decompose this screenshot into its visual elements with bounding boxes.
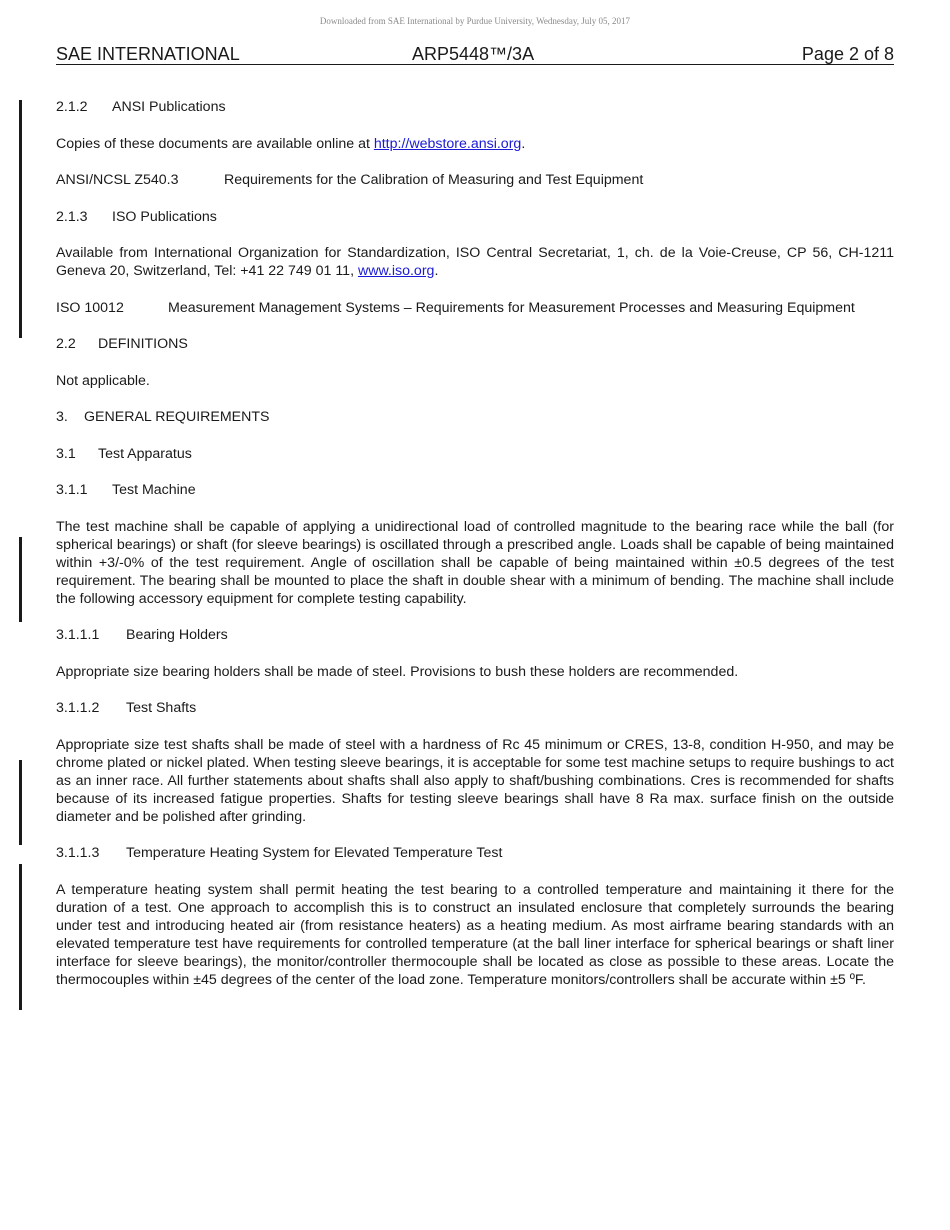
section-heading-3-1-1-3 [56,844,894,862]
section-title: Test Machine [112,482,196,498]
header-page-number: Page 2 of 8 [801,44,894,64]
paragraph: Appropriate size test shafts shall be made of steel with a hardness of Rc 45 minimum or CRES, 13-8, condition H-950, and may be chrome plated or nickel plated. When testing sleeve bearings, it is acceptable for some test machine setups to require bushings to act as an inner race. All further statements about shafts shall also apply to shaft/bushing combinations. Cres is recommended for shafts because of its increased fatigue properties. Shafts for testing sleeve bearings shall have 8 Ra max. surface finish on the outside diameter and be polished after grinding. [56,736,894,825]
section-title: ISO Publications [112,208,217,225]
paragraph: A temperature heating system shall permit heating the test bearing to a controlled temperature and maintaining it there for the duration of a test. One approach to accomplish this is to construct an insulated enclosure that completely surrounds the bearing under test and introducing heated air (from resistance heaters) as a heating medium. As most airframe bearing standards with an elevated temperature test have requirements for controlled temperature (at the ball liner interface for spherical bearings or shaft liner interface for sleeve bearings), the monitor/controller thermocouple shall be located as close as possible to these areas. Locate the thermocouples within ±45 degrees of the center of the load zone. Temperature monitors/controllers shall be accurate within ±5 ºF. [56,881,894,988]
section-number: 3.1.1.2 [56,700,100,716]
section-title: DEFINITIONS [98,336,188,352]
section-title: Test Apparatus [98,445,192,462]
section-number: 3.1.1.1 [56,627,100,643]
paragraph [56,135,894,153]
section-number: 3.1.1.3 [56,845,100,861]
section-number: 3.1.1 [56,482,88,498]
change-bar [19,864,22,1010]
ansi-webstore-link[interactable]: http://webstore.ansi.org [373,135,522,152]
section-title: ANSI Publications [112,99,226,115]
document-body [56,98,894,1007]
paragraph-text: Copies of these documents are available online at [56,135,374,152]
reference-code: ANSI/NCSL Z540.3 [56,172,179,188]
section-number: 2.1.2 [56,99,88,115]
paragraph-text: . [521,135,526,152]
paragraph: Appropriate size bearing holders shall be made of steel. Provisions to bush these holders are recommended. [56,663,739,680]
header-document-number: ARP5448™/3A [412,44,535,64]
download-watermark: Downloaded from SAE International by Purdue University, Wednesday, July 05, 2017 [319,16,631,26]
section-title: Test Shafts [126,700,197,716]
section-heading-3-1-1-1 [56,626,894,644]
iso-website-link[interactable]: www.iso.org [357,263,435,279]
section-title: Temperature Heating System for Elevated Temperature Test [126,845,503,861]
section-number: 3. [56,409,68,425]
page-header [56,44,894,65]
change-bar [19,100,22,338]
reference-title: Requirements for the Calibration of Measuring and Test Equipment [224,172,644,188]
section-heading-2-2 [56,335,894,353]
section-title: Bearing Holders [126,627,228,643]
paragraph: The test machine shall be capable of applying a unidirectional load of controlled magnitude to the bearing race while the ball (for spherical bearings) or shaft (for sleeve bearings) is oscillated through a prescribed angle. Loads shall be capable of being maintained within +3/-0% of the test requirement. Angle of oscillation shall be capable of being maintained within ±0.5 degrees of the test requirement. The bearing shall be mounted to place the shaft in double shear with a minimum of bending. The machine shall include the following accessory equipment for complete testing capability. [56,518,894,607]
paragraph: Not applicable. [56,372,150,389]
section-heading-3-1 [56,445,894,463]
paragraph [56,244,894,280]
section-number: 2.1.3 [56,208,88,225]
change-bar [19,760,22,845]
reference-entry [56,299,894,317]
section-number: 3.1 [56,445,76,462]
reference-entry [56,171,894,189]
change-bar [19,537,22,622]
section-heading-3 [56,408,894,426]
reference-title: Measurement Management Systems – Requirements for Measurement Processes and Measuring Equipment [168,299,855,316]
reference-code: ISO 10012 [56,299,124,316]
section-heading-2-1-3 [56,208,894,226]
header-organization: SAE INTERNATIONAL [56,44,240,64]
section-heading-3-1-1 [56,481,894,499]
section-title: GENERAL REQUIREMENTS [84,409,270,425]
paragraph-text: Available from International Organization for Standardization, ISO Central Secretariat, 1, ch. de la Voie-Creuse, CP 56, CH-1211 Geneva 20, Switzerland, Tel: +41 22 749 01 11, [56,245,894,279]
section-number: 2.2 [56,336,76,352]
section-heading-3-1-1-2 [56,699,894,717]
section-heading-2-1-2 [56,98,894,116]
paragraph-text: . [434,263,439,279]
